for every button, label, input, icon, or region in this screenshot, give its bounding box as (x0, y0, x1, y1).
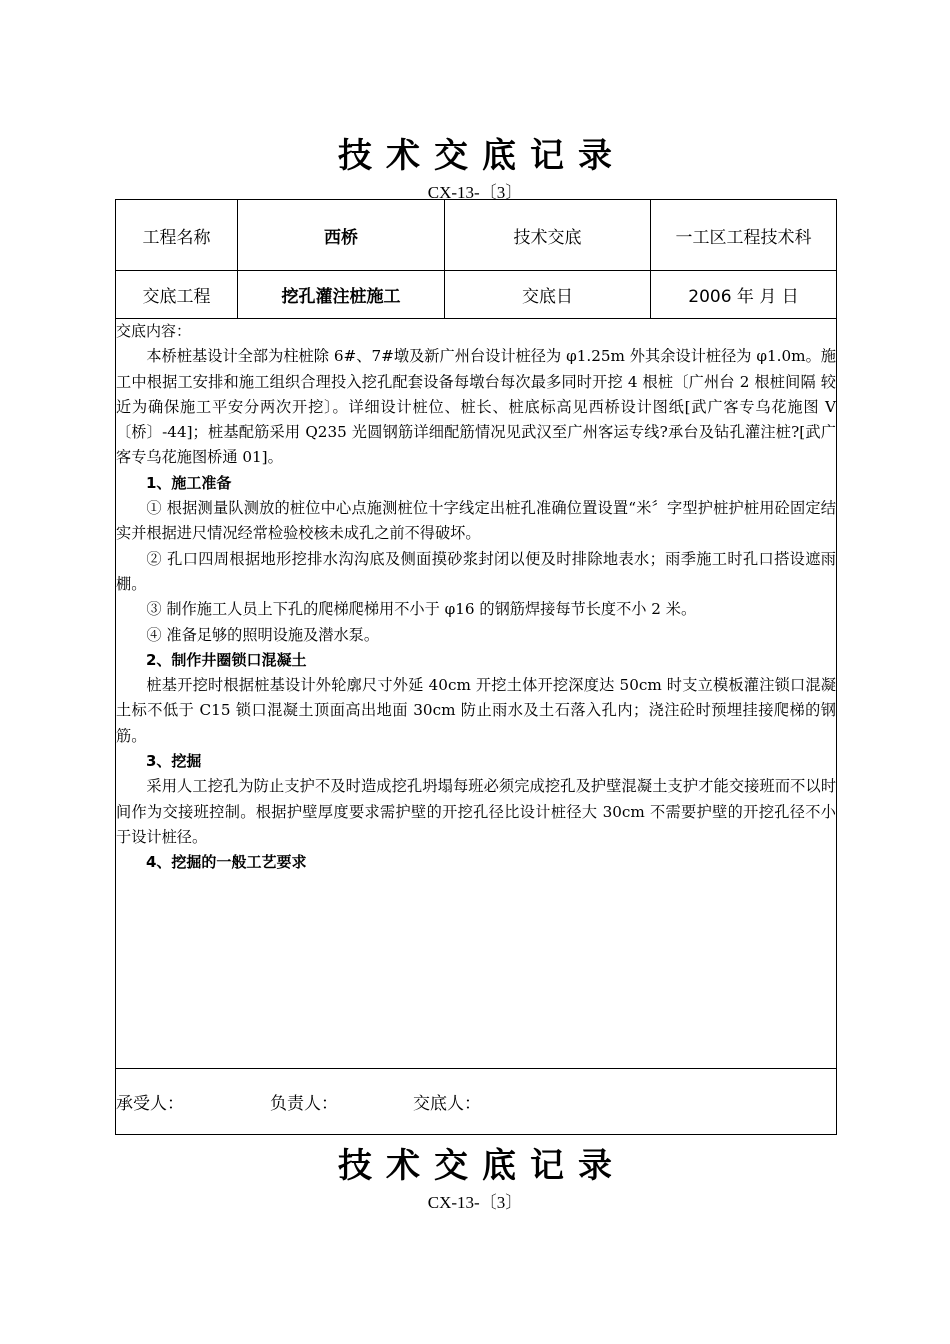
signature-cell (116, 1069, 837, 1135)
form-code: CX-13-〔3〕 (427, 183, 523, 202)
section-1-item-3: ③ 制作施工人员上下孔的爬梯爬梯用不小于 φ16 的钢筋焊接每节长度不小 2 米。 (146, 600, 697, 619)
section-4-title: 4、挖掘的一般工艺要求 (146, 853, 307, 872)
department-value: 一工区工程技术科 (651, 200, 837, 271)
handover-person-label: 交底人： (413, 1094, 481, 1114)
responsible-label: 负责人： (270, 1094, 338, 1114)
content-row (116, 319, 837, 1069)
section-2-text: 桩基开挖时根据桩基设计外轮廓尺寸外延 40cm 开挖土体开挖深度达 50cm 时支立模板灌注锁口混凝土标不低于 C15 锁口混凝土顶面高出地面 30cm 防止雨水及土石落入孔内；浇注砼时预埋挂接爬梯的钢筋。 (116, 676, 836, 745)
receiver-label: 承受人： (116, 1094, 184, 1114)
section-3-text: 采用人工挖孔为防止支护不及时造成挖孔坍塌每班必须完成挖孔及护壁混凝土支护才能交接班而不以时间作为交接班控制。根据护壁厚度要求需护壁的开挖孔径比设计桩径大 30cm 不需要护壁的开挖孔径不小于设计桩径。 (116, 777, 836, 846)
handover-project-value: 挖孔灌注桩施工 (238, 271, 445, 319)
record-table (115, 199, 837, 1135)
tech-handover-label: 技术交底 (445, 200, 651, 271)
handover-date-value: 2006 年 月 日 (651, 271, 837, 319)
page-title-repeat: 技术交底记录 (338, 1146, 626, 1186)
handover-project-label: 交底工程 (116, 271, 238, 319)
section-2-title: 2、制作井圈锁口混凝土 (146, 650, 307, 669)
section-1-item-1: ① 根据测量队测放的桩位中心点施测桩位十字线定出桩孔准确位置设置“米〞字型护桩护桩用砼固定结实并根据进尺情况经常检验校核未成孔之前不得破坏。 (116, 499, 836, 543)
signature-row (116, 1069, 837, 1135)
section-1-title: 1、施工准备 (146, 473, 232, 492)
intro-paragraph: 本桥桩基设计全部为柱桩除 6#、7#墩及新广州台设计桩径为 φ1.25m 外其余设计桩径为 φ1.0m。施工中根据工安排和施工组织合理投入挖孔配套设备每墩台每次最多同时开挖 4 根桩〔广州台 2 根桩间隔 较近为确保施工平安分两次开挖〕。详细设计桩位、桩长、桩底标高见西桥设计图纸[武广客专乌花施图 V〔桥〕-44]；桩基配筋采用 Q235 光圆钢筋详细配筋情况见武汉至广州客运专线?承台及钻孔灌注桩?[武广客专乌花施图桥通 01]。 (116, 347, 836, 467)
handover-date-label: 交底日 (445, 271, 651, 319)
project-name-value: 西桥 (238, 200, 445, 271)
form-code-repeat: CX-13-〔3〕 (427, 1193, 523, 1212)
page-title: 技术交底记录 (338, 136, 626, 176)
project-name-label: 工程名称 (116, 200, 238, 271)
section-1-item-2: ② 孔口四周根据地形挖排水沟沟底及侧面摸砂浆封闭以便及时排除地表水；雨季施工时孔口搭设遮雨棚。 (116, 549, 836, 593)
content-label: 交底内容： (116, 322, 192, 340)
section-3-title: 3、挖掘 (146, 752, 202, 771)
table-row (116, 200, 837, 271)
content-cell (116, 319, 837, 1069)
table-row (116, 271, 837, 319)
section-1-item-4: ④ 准备足够的照明设施及潜水泵。 (146, 625, 380, 644)
